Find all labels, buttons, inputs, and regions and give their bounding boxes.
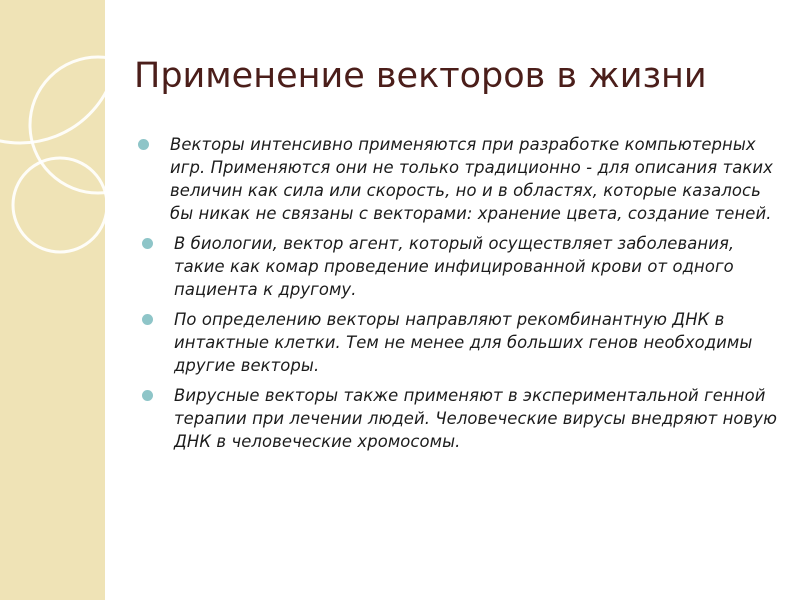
list-item xyxy=(142,384,778,453)
bullet-list xyxy=(138,133,778,460)
bullet-dot-icon xyxy=(138,139,149,150)
list-item xyxy=(142,232,778,301)
list-item xyxy=(142,308,778,377)
bullet-text: По определению векторы направляют рекомбинантную ДНК в интактные клетки. Тем не менее для больших генов необходимы другие векторы. xyxy=(174,310,753,375)
bullet-text: В биологии, вектор агент, который осуществляет заболевания, такие как комар проведение инфицированной крови от одного пациента к другому. xyxy=(174,234,735,299)
bullet-text: Векторы интенсивно применяются при разработке компьютерных игр. Применяются они не только традиционно - для описания таких величин как сила или скорость, но и в областях, которые казалось бы никак не связаны с векторами: хранение цвета, создание теней. xyxy=(170,135,773,223)
bullet-dot-icon xyxy=(142,238,153,249)
list-item xyxy=(138,133,778,225)
slide-title: Применение векторов в жизни xyxy=(134,56,707,96)
bullet-dot-icon xyxy=(142,314,153,325)
bullet-text: Вирусные векторы также применяют в экспериментальной генной терапии при лечении людей. Человеческие вирусы внедряют новую ДНК в человеческие хромосомы. xyxy=(174,386,778,451)
bullet-dot-icon xyxy=(142,390,153,401)
decorative-rings xyxy=(0,0,120,600)
